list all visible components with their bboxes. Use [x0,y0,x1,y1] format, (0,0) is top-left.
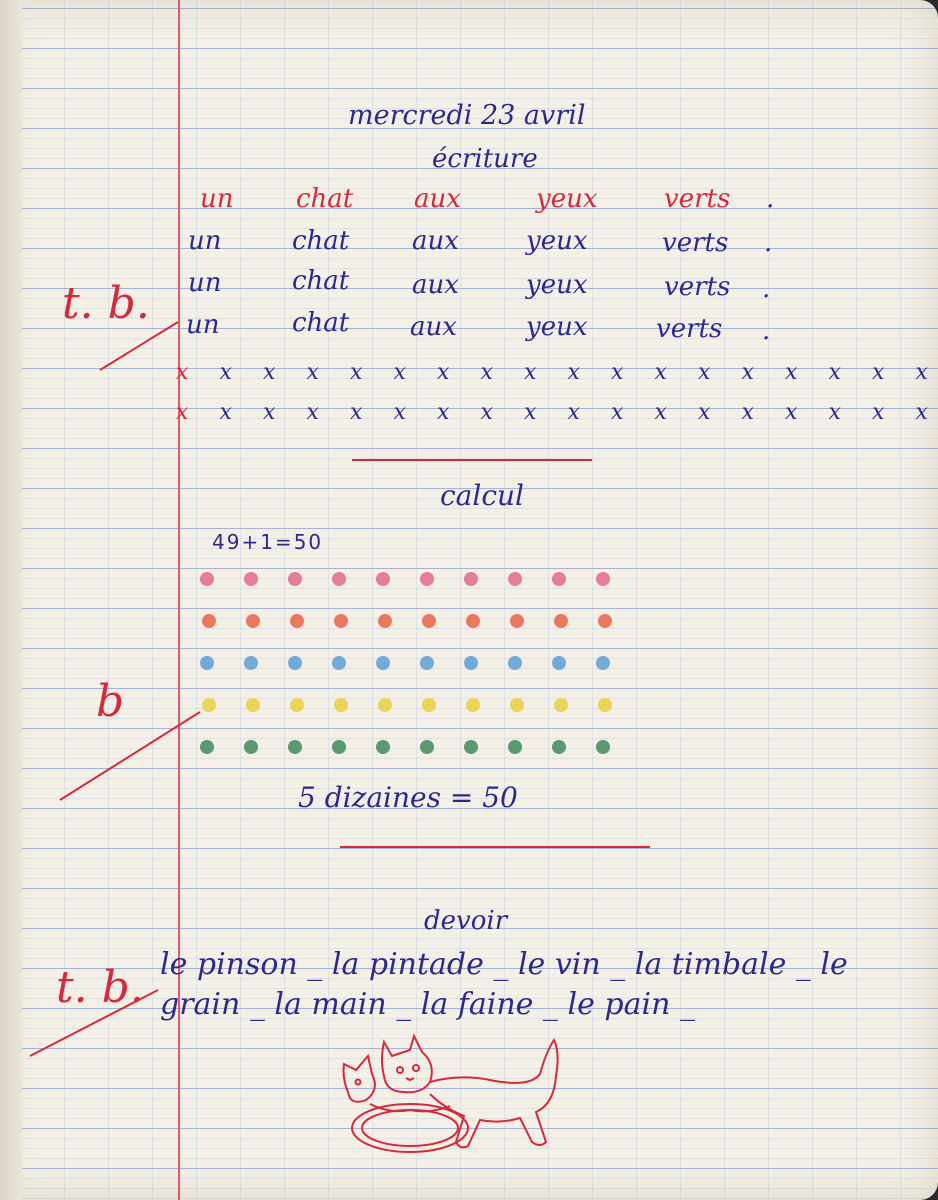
x-letter: x [350,360,363,385]
counting-dot [200,656,214,670]
counting-dot [200,572,214,586]
word: chat [292,266,350,296]
x-letter: x [567,360,580,385]
x-letter: x [306,360,319,385]
counting-dot [378,698,392,712]
counting-dot [334,698,348,712]
counting-dot [376,656,390,670]
counting-dot [378,614,392,628]
counting-dot [508,656,522,670]
counting-dot [420,740,434,754]
x-letter: x [437,400,450,425]
word: yeux [526,270,588,300]
counting-dot [288,656,302,670]
counting-dot [596,740,610,754]
counting-dot [598,698,612,712]
x-letter: x [611,400,624,425]
word: verts [664,184,731,214]
x-letter: x [306,400,319,425]
counting-dot [420,572,434,586]
x-letter: x [350,400,363,425]
calcul-result: 5 dizaines = 50 [298,781,518,814]
word: un [200,184,234,214]
x-letter: x [654,400,667,425]
x-letter: x [567,400,580,425]
word: aux [412,226,459,256]
x-letter: x [872,400,885,425]
counting-dot [552,740,566,754]
x-letter: x [219,360,232,385]
word: yeux [526,312,588,342]
word: un [188,226,222,256]
counting-dot [422,698,436,712]
x-letter: x [176,360,189,385]
counting-dot [288,740,302,754]
word: verts [662,228,729,258]
period: . [764,228,773,258]
counting-dot [376,740,390,754]
x-letter: x [698,360,711,385]
x-letter: x [698,400,711,425]
word: chat [292,226,350,256]
teacher-mark-calcul: b [96,676,125,727]
x-letter: x [219,400,232,425]
word: aux [414,184,461,214]
teacher-mark-ecriture: t. b. [62,278,150,329]
word: aux [412,270,459,300]
period: . [762,274,771,304]
word: verts [656,314,723,344]
counting-dot [508,572,522,586]
word: un [186,310,220,340]
word: aux [410,312,457,342]
counting-dot [598,614,612,628]
word: yeux [526,226,588,256]
counting-dot [202,614,216,628]
counting-dot [466,698,480,712]
period: . [762,316,771,346]
counting-dot [464,656,478,670]
counting-dot [290,614,304,628]
x-letter: x [393,400,406,425]
x-letter: x [176,400,189,425]
word: yeux [536,184,598,214]
calcul-heading: calcul [440,479,524,512]
word: un [188,268,222,298]
x-letter: x [785,360,798,385]
period: . [766,184,775,214]
counting-dot [554,698,568,712]
x-letter: x [828,400,841,425]
counting-dot [554,614,568,628]
counting-dot [332,740,346,754]
counting-dot [290,698,304,712]
counting-dot [510,698,524,712]
x-letter: x [872,360,885,385]
counting-dot [376,572,390,586]
word: verts [664,272,731,302]
teacher-mark-devoir: t. b. [56,962,144,1013]
x-letter: x [480,400,493,425]
word: chat [292,308,350,338]
x-letter: x [524,360,537,385]
x-letter: x [611,360,624,385]
x-letter: x [524,400,537,425]
counting-dot [288,572,302,586]
counting-dot [596,656,610,670]
counting-dot [202,698,216,712]
devoir-line-2: grain _ la main _ la faine _ le pain _ [160,987,695,1022]
counting-dot [332,572,346,586]
counting-dot [200,740,214,754]
x-letter: x [263,360,276,385]
counting-dot [246,614,260,628]
x-letter: x [915,360,928,385]
cat-stamp-illustration [340,1034,580,1164]
counting-dot [464,572,478,586]
devoir-line-1: le pinson _ la pintade _ le vin _ la timbale _ le [160,947,848,982]
counting-dot [334,614,348,628]
counting-dot [244,572,258,586]
counting-dot [466,614,480,628]
section-divider [340,846,650,848]
counting-dot [244,740,258,754]
section-divider [352,459,592,461]
x-letter: x [437,360,450,385]
x-letter: x [480,360,493,385]
counting-dot [420,656,434,670]
x-letter: x [785,400,798,425]
x-letter: x [828,360,841,385]
x-letter: x [915,400,928,425]
counting-dot [244,656,258,670]
counting-dot [332,656,346,670]
counting-dot [552,656,566,670]
equation: 49+1=50 [212,530,324,554]
counting-dot [422,614,436,628]
x-letter: x [393,360,406,385]
counting-dot [246,698,260,712]
counting-dot [508,740,522,754]
counting-dot [596,572,610,586]
counting-dot [464,740,478,754]
counting-dot [510,614,524,628]
x-letter: x [654,360,667,385]
x-letter: x [741,360,754,385]
date-heading: mercredi 23 avril [348,100,586,131]
x-letter: x [741,400,754,425]
word: chat [296,184,354,214]
ecriture-heading: écriture [432,144,538,174]
devoir-heading: devoir [424,906,508,936]
counting-dot [552,572,566,586]
x-letter: x [263,400,276,425]
